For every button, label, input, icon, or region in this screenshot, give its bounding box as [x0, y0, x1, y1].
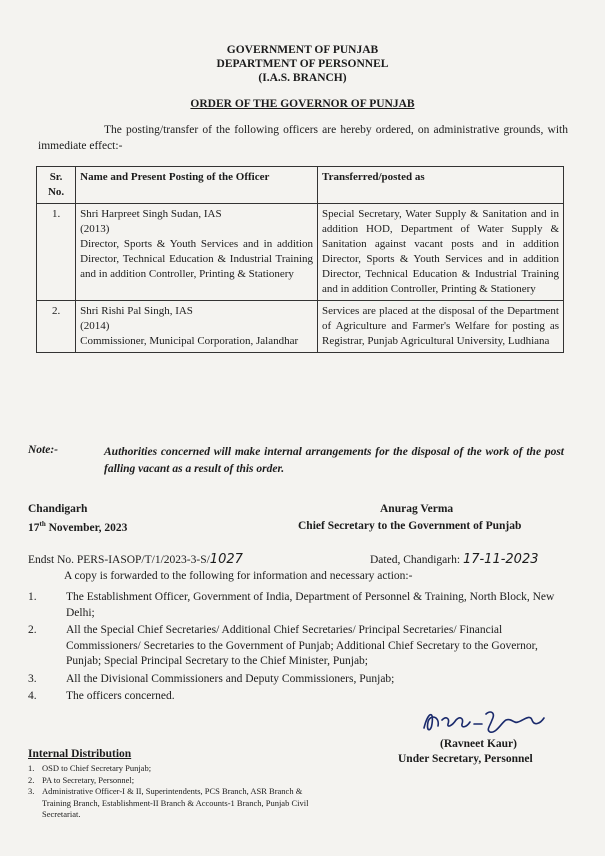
endst-handwritten-number: 1027 — [209, 552, 243, 567]
row-posted-as: Special Secretary, Water Supply & Sanitation and in addition HOD, Department of Water Supply & Sanitation against vacant posts and in addition Director, Sports & Youth Services and in addition Director, Technical Education & Industrial Training and in addition Controller, Printing & Stationery — [318, 204, 564, 301]
officer-name: Shri Rishi Pal Singh, IAS — [80, 305, 193, 317]
officer-present-posting: Commissioner, Municipal Corporation, Jalandhar — [80, 335, 299, 347]
item-number: 2. — [28, 624, 37, 636]
item-number: 2. — [28, 774, 35, 785]
item-text: The Establishment Officer, Government of India, Department of Personnel & Training, North Block, New Delhi; — [66, 591, 555, 619]
row-sr: 1. — [37, 204, 76, 301]
endst-prefix: Endst No. PERS-IASOP/T/1/2023-3-S/ — [28, 554, 210, 566]
date-month-year: November, 2023 — [45, 521, 128, 534]
header-government: GOVERNMENT OF PUNJAB — [226, 44, 379, 56]
row-officer — [76, 301, 318, 353]
officer-name: Shri Harpreet Singh Sudan, IAS — [80, 208, 222, 220]
endorsement-number — [28, 552, 243, 567]
row-officer — [76, 204, 318, 301]
table-header-row — [37, 167, 564, 204]
officer-batch: (2013) — [80, 223, 110, 235]
item-number: 3. — [28, 786, 35, 796]
dated-handwritten: 17-11-2023 — [462, 552, 539, 567]
item-text: PA to Secretary, Personnel; — [42, 774, 135, 785]
table-row — [37, 204, 564, 301]
item-text: All the Divisional Commissioners and Deputy Commissioners, Punjab; — [66, 672, 395, 685]
dated-label: Dated, Chandigarh: — [370, 554, 463, 566]
note-label: Note:- — [28, 444, 59, 456]
item-number: 3. — [28, 672, 37, 685]
item-number: 4. — [28, 690, 37, 702]
date-day: 17 — [28, 521, 40, 534]
postings-table — [36, 166, 564, 353]
table-row — [37, 301, 564, 353]
item-number: 1. — [28, 763, 35, 773]
under-secretary-title: Under Secretary, Personnel — [398, 753, 533, 765]
list-item — [28, 623, 568, 670]
item-text: All the Special Chief Secretaries/ Additional Chief Secretaries/ Principal Secretaries/ Financial Commissioners/ Secretaries to the Government of Punjab; Additional Chief Secretary to the Governor, Punjab; Special Principal Secretary to the Chief Minister, Punjab; — [66, 624, 538, 667]
list-item — [28, 672, 568, 688]
copy-forward-line: A copy is forwarded to the following for information and necessary action:- — [64, 570, 413, 582]
order-title: ORDER OF THE GOVERNOR OF PUNJAB — [190, 98, 415, 110]
date-suffix: th — [39, 520, 46, 528]
handwritten-signature-icon — [420, 706, 550, 738]
intro-paragraph: The posting/transfer of the following officers are hereby ordered, on administrative grounds, with immediate effect:- — [38, 124, 568, 152]
item-text: OSD to Chief Secretary Punjab; — [42, 763, 152, 773]
endorsement-date — [370, 552, 539, 567]
signer-title: Chief Secretary to the Government of Punjab — [298, 520, 522, 532]
under-secretary-name: (Ravneet Kaur) — [440, 738, 517, 750]
order-date — [28, 520, 127, 534]
header-name-present-posting: Name and Present Posting of the Officer — [76, 167, 318, 204]
internal-distribution-title: Internal Distribution — [28, 748, 132, 760]
signer-name: Anurag Verma — [380, 503, 454, 515]
officer-batch: (2014) — [80, 320, 110, 332]
note-text: Authorities concerned will make internal arrangements for the disposal of the work of the post falling vacant as a result of this order. — [104, 446, 564, 475]
list-item — [28, 689, 568, 705]
row-posted-as: Services are placed at the disposal of the Department of Agriculture and Farmer's Welfare for posting as Registrar, Punjab Agricultural University, Ludhiana — [318, 301, 564, 353]
header-sr-no: Sr. No. — [37, 167, 76, 204]
header-department: DEPARTMENT OF PERSONNEL — [216, 58, 389, 70]
internal-distribution-list — [28, 763, 328, 821]
list-item — [28, 590, 568, 621]
item-number: 1. — [28, 591, 37, 603]
item-text: The officers concerned. — [66, 690, 175, 702]
item-text: Administrative Officer-I & II, Superintendents, PCS Branch, ASR Branch & Training Branch, Establishment-II Branch & Accounts-1 Branch, Punjab Civil Secretariat. — [42, 786, 309, 819]
header-transferred-posted: Transferred/posted as — [318, 167, 564, 204]
officer-present-posting: Director, Sports & Youth Services and in addition Director, Technical Education & Industrial Training and in addition Controller, Printing & Stationery — [80, 238, 314, 280]
recipients-list — [28, 590, 568, 705]
list-item — [28, 775, 328, 787]
row-sr: 2. — [37, 301, 76, 353]
header-branch: (I.A.S. BRANCH) — [258, 72, 347, 84]
place: Chandigarh — [28, 503, 88, 515]
list-item — [28, 763, 328, 775]
list-item — [28, 786, 328, 821]
